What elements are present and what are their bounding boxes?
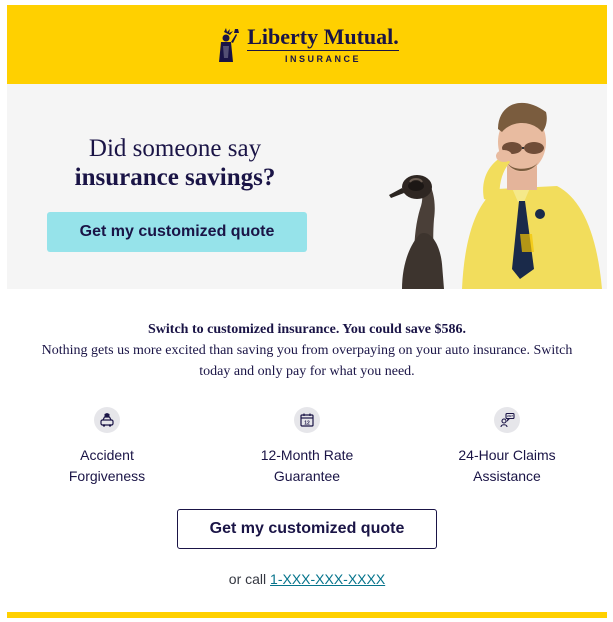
- hero-title-line1: Did someone say: [88, 135, 262, 162]
- call-line: [7, 571, 607, 587]
- feature-claims-assistance: [407, 407, 607, 487]
- man-illustration: [462, 103, 602, 289]
- hero-section: [7, 84, 607, 289]
- hero-title-line2: insurance savings?: [74, 164, 276, 191]
- car-shield-icon: [94, 407, 120, 433]
- footer-divider: [7, 612, 607, 622]
- secondary-quote-button[interactable]: Get my customized quote: [177, 509, 437, 549]
- phone-link[interactable]: 1-XXX-XXX-XXXX: [270, 571, 386, 587]
- logo-text: [247, 23, 399, 64]
- brand-name: Liberty Mutual.: [247, 23, 399, 49]
- savings-paragraph: Nothing gets us more excited than saving you from overpaying on your auto insurance. Switch today and only pay for what you need.: [41, 343, 573, 379]
- statue-of-liberty-icon: [215, 28, 241, 62]
- email-container: [7, 5, 607, 622]
- calendar-icon-text: 12: [304, 420, 310, 427]
- feature-label: 24-Hour Claims Assistance: [458, 447, 556, 484]
- feature-label: 12-Month Rate Guarantee: [260, 447, 354, 484]
- feature-accident-forgiveness: [7, 407, 207, 487]
- hero-quote-button[interactable]: Get my customized quote: [47, 212, 307, 252]
- hero-mascot-image: [362, 84, 607, 289]
- calendar-icon: [294, 407, 320, 433]
- emu-illustration: [389, 175, 444, 289]
- feature-label: Accident Forgiveness: [68, 447, 146, 484]
- support-chat-icon: [494, 407, 520, 433]
- hero-title: [7, 134, 343, 192]
- savings-headline: Switch to customized insurance. You could save $586.: [148, 322, 466, 337]
- call-prefix: or call: [228, 571, 271, 587]
- support-chat-icon-text: 24/7: [507, 414, 513, 419]
- header-banner: [7, 5, 607, 84]
- brand-subtitle: INSURANCE: [284, 53, 361, 64]
- features-row: [7, 407, 607, 487]
- liberty-mutual-logo[interactable]: [215, 23, 399, 64]
- content-section: [7, 289, 607, 587]
- feature-rate-guarantee: [207, 407, 407, 487]
